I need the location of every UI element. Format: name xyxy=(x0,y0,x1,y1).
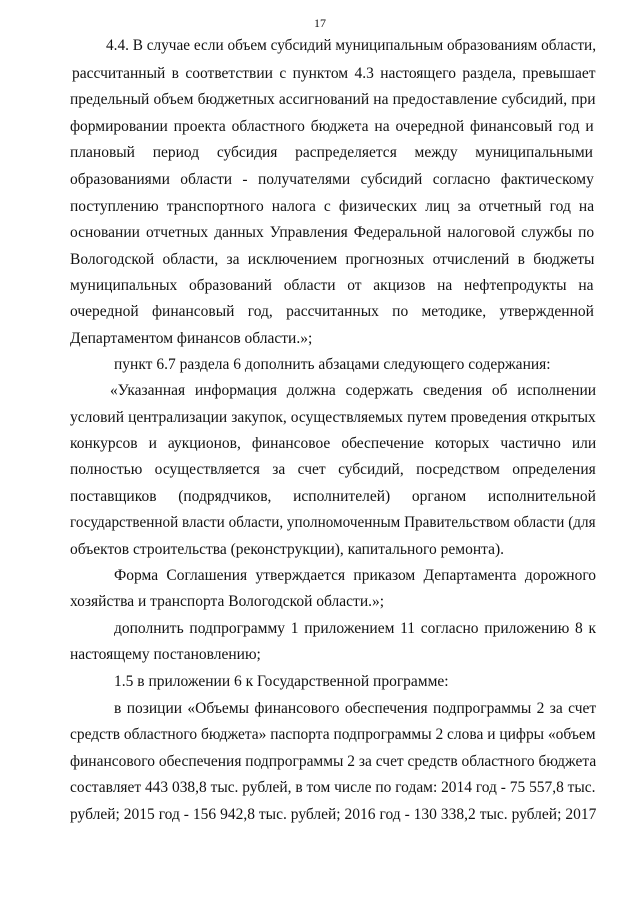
word: плановый xyxy=(70,144,135,161)
text-line: пункт 6.7 раздела 6 дополнить абзацами следующего содержания: xyxy=(114,356,551,373)
text-line: поступлению транспортного налога с физических лиц за отчетный год на xyxy=(70,198,595,215)
word: рассчитанных xyxy=(286,303,379,320)
text-line: рассчитанный в соответствии с пунктом 4.3 настоящего раздела, превышает xyxy=(72,65,596,82)
word: органом xyxy=(411,488,467,505)
text-line-justified xyxy=(70,302,594,322)
text-line: государственной власти области, уполномоченным Правительством области (для xyxy=(70,514,596,531)
text-line: хозяйства и транспорта Вологодской области.»; xyxy=(70,593,385,610)
text-line-justified xyxy=(70,143,593,163)
text-line: финансового обеспечения подпрограммы 2 за счет средств областного бюджета xyxy=(70,753,597,770)
text-line: средств областного бюджета» паспорта подпрограммы 2 слова и цифры «объем xyxy=(70,726,596,743)
text-line: конкурсов и аукционов, финансовое обеспечение которых частично или xyxy=(70,435,597,452)
word: год, xyxy=(247,303,273,320)
word: методике, xyxy=(421,303,487,320)
word: муниципальными xyxy=(475,144,593,161)
text-line: предельный объем бюджетных ассигнований на предоставление субсидий, при xyxy=(70,91,596,108)
text-line: 1.5 в приложении 6 к Государственной программе: xyxy=(114,673,449,690)
text-line: «Указанная информация должна содержать сведения об исполнении xyxy=(110,382,597,399)
text-line: дополнить подпрограмму 1 приложением 11 согласно приложению 8 к xyxy=(114,620,597,637)
text-line: образованиями области - получателями субсидий согласно фактическому xyxy=(70,171,594,188)
text-line: Вологодской области, за исключением прогнозных отчислений в бюджеты xyxy=(70,251,595,268)
text-line: составляет 443 038,8 тыс. рублей, в том числе по годам: 2014 год - 75 557,8 тыс. xyxy=(70,779,596,796)
text-line: формировании проекта областного бюджета на очередной финансовый год и xyxy=(70,118,594,135)
text-line: в позиции «Объемы финансового обеспечения подпрограммы 2 за счет xyxy=(114,700,597,717)
word: распределяется xyxy=(295,144,397,161)
word: исполнителей) xyxy=(293,488,391,505)
text-line: Департаментом финансов области.»; xyxy=(70,330,313,347)
page-number: 17 xyxy=(314,16,326,30)
word: по xyxy=(392,303,409,320)
text-line-justified xyxy=(70,487,596,507)
word: очередной xyxy=(70,303,139,320)
text-line: муниципальных образований области от акцизов на нефтепродукты на xyxy=(70,277,594,294)
word: утвержденной xyxy=(499,303,594,320)
text-line: Форма Соглашения утверждается приказом Департамента дорожного xyxy=(114,567,597,584)
word: между xyxy=(414,144,458,161)
word: период xyxy=(152,144,200,161)
word: исполнительной xyxy=(487,488,596,505)
text-line: объектов строительства (реконструкции), капитального ремонта). xyxy=(70,541,504,558)
text-line: настоящему постановлению; xyxy=(70,646,261,663)
text-line: 4.4. В случае если объем субсидий муниципальным образованиям области, xyxy=(106,37,597,54)
text-line: полностью осуществляется за счет субсидий, посредством определения xyxy=(70,461,596,478)
word: субсидия xyxy=(216,144,278,161)
text-line: основании отчетных данных Управления Федеральной налоговой службы по xyxy=(70,224,595,241)
text-line: рублей; 2015 год - 156 942,8 тыс. рублей; 2016 год - 130 338,2 тыс. рублей; 2017 xyxy=(70,806,597,823)
text-line: условий централизации закупок, осуществляемых путем проведения открытых xyxy=(70,409,596,426)
word: (подрядчиков, xyxy=(178,488,272,505)
word: поставщиков xyxy=(70,488,157,505)
word: финансовый xyxy=(151,303,235,320)
